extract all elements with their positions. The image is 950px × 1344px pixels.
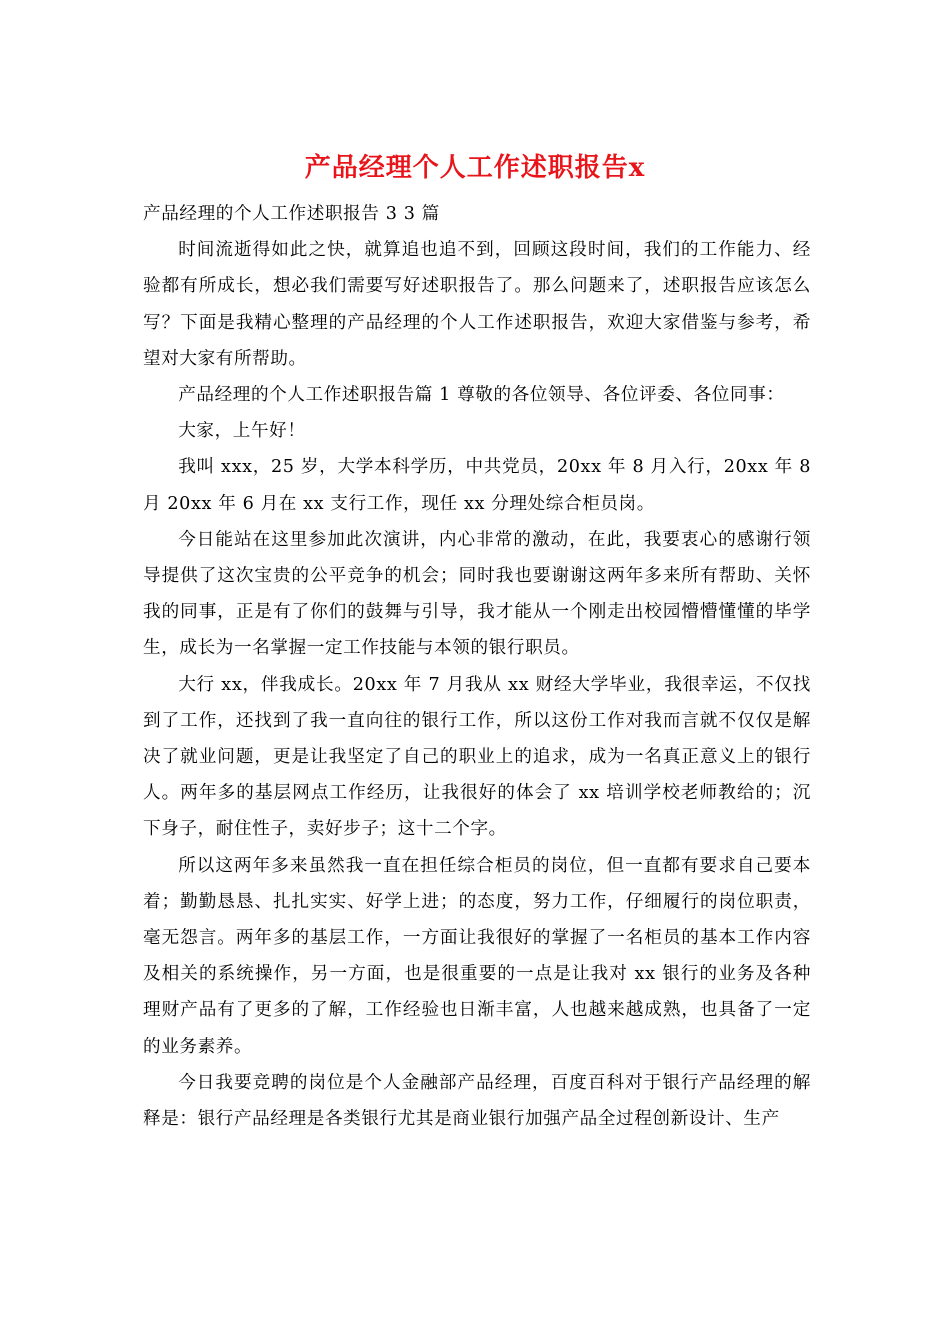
paragraph-speech-heading: 产品经理的个人工作述职报告篇 1 尊敬的各位领导、各位评委、各位同事：: [178, 385, 785, 406]
paragraph-work-attitude: 所以这两年多来虽然我一直在担任综合柜员的岗位，但一直都有要求自己要本着；勤勤恳恳、扎扎实实、好学上进；的态度，努力工作，仔细履行的岗位职责，毫无怨言。两年多的基层工作，一方面让我很好的掌握了一名柜员的基本工作内容及相关的系统操作，另一方面，也是很重要的一点是让我对 xx 银行的业务及各种理财产品有了更多的了解，工作经验也日渐丰富，人也越来越成熟，也具备了一定的业务素养。: [143, 855, 811, 1057]
paragraph-gratitude: 今日能站在这里参加此次演讲，内心非常的激动，在此，我要衷心的感谢行领导提供了这次宝贵的公平竞争的机会；同时我也要谢谢这两年多来所有帮助、关怀我的同事，正是有了你们的鼓舞与引导，我才能从一个刚走出校园懵懵懂懂的毕学生，成长为一名掌握一定工作技能与本领的银行职员。: [143, 529, 811, 659]
paragraph-intro: 时间流逝得如此之快，就算追也追不到，回顾这段时间，我们的工作能力、经验都有所成长，想必我们需要写好述职报告了。那么问题来了，述职报告应该怎么写？下面是我精心整理的产品经理的个人工作述职报告，欢迎大家借鉴与参考，希望对大家有所帮助。: [143, 240, 811, 369]
paragraph-self-introduction: 我叫 xxx，25 岁，大学本科学历，中共党员，20xx 年 8 月入行，20xx 年 8 月 20xx 年 6 月在 xx 支行工作，现任 xx 分理处综合柜员岗。: [143, 457, 811, 514]
document-body: [143, 196, 811, 1137]
document-subtitle: 产品经理的个人工作述职报告 3 3 篇: [143, 204, 440, 224]
paragraph-position: 今日我要竞聘的岗位是个人金融部产品经理，百度百科对于银行产品经理的解释是：银行产品经理是各类银行尤其是商业银行加强产品全过程创新设计、生产: [143, 1072, 811, 1130]
paragraph-growth: 大行 xx，伴我成长。20xx 年 7 月我从 xx 财经大学毕业，我很幸运，不仅找到了工作，还找到了我一直向往的银行工作，所以这份工作对我而言就不仅仅是解决了就业问题，更是让我坚定了自己的职业上的追求，成为一名真正意义上的银行人。两年多的基层网点工作经历，让我很好的体会了 xx 培训学校老师教给的；沉下身子，耐住性子，卖好步子；这十二个字。: [143, 674, 811, 840]
paragraph-greeting: 大家，上午好！: [178, 421, 306, 442]
document-title: 产品经理个人工作述职报告x: [304, 153, 646, 183]
